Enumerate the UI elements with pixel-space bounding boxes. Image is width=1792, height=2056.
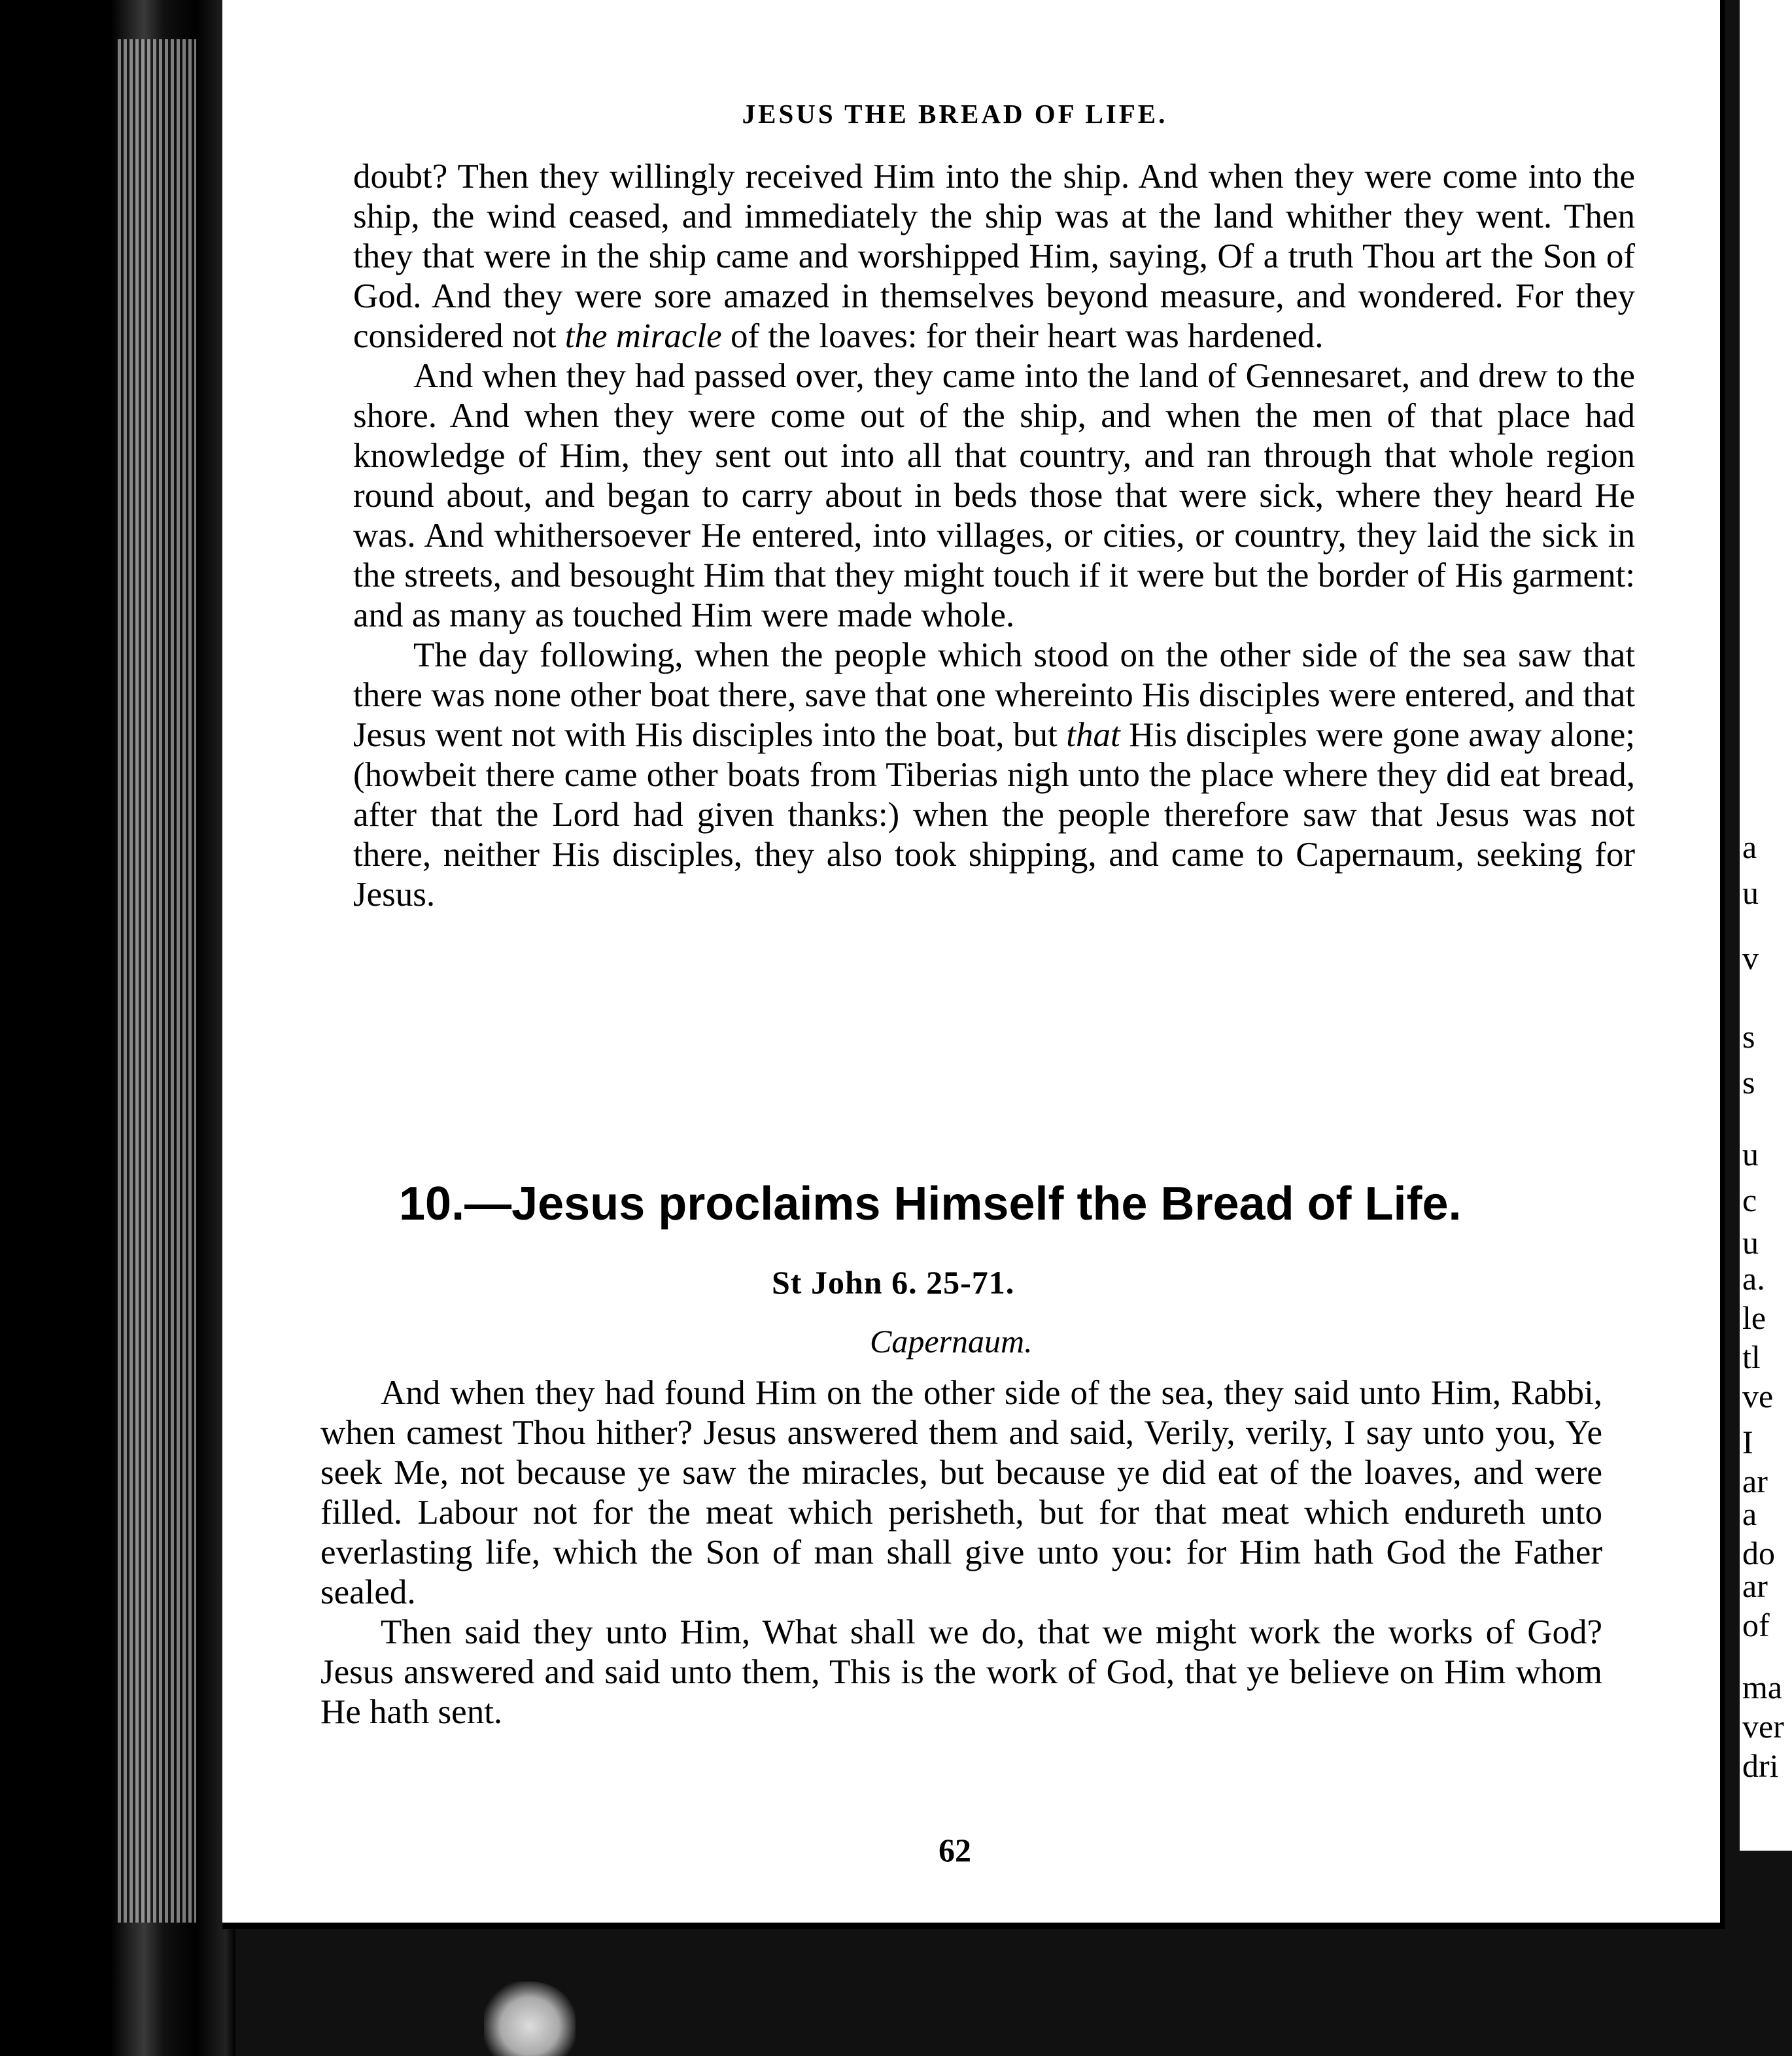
facing-page-fragment: u bbox=[1742, 1224, 1759, 1261]
body-text-bottom bbox=[320, 1373, 1602, 1732]
body-text-top bbox=[353, 157, 1635, 915]
text-run: Then said they unto Him, What shall we do, that we might work the works of God? Jesus answered and said unto them, This is the work of God, that ye believe on Him whom He hath sent. bbox=[320, 1613, 1602, 1731]
facing-page-fragment: of bbox=[1742, 1607, 1770, 1643]
facing-page-fragment: a bbox=[1742, 829, 1757, 865]
italic-phrase: that bbox=[1066, 716, 1120, 754]
paragraph bbox=[353, 636, 1635, 915]
paragraph bbox=[353, 356, 1635, 636]
running-head: JESUS THE BREAD OF LIFE. bbox=[742, 99, 1168, 129]
page-number: 62 bbox=[939, 1832, 971, 1868]
thumb-smudge bbox=[484, 1981, 576, 2056]
facing-page-fragment: dri bbox=[1742, 1747, 1779, 1784]
facing-page-fragment: v bbox=[1742, 940, 1759, 976]
facing-page-fragment: le bbox=[1742, 1299, 1766, 1336]
text-run: And when they had passed over, they came into the land of Gennesaret, and drew to the shore. And when they were come out of the ship, and when the men of that place had knowledge of Him, they sent out into all that country, and ran through that whole region round about, and began to carry about in beds those that were sick, where they heard He was. And whithersoever He entered, into villages, or cities, or country, they laid the sick in the streets, and besought Him that they might touch if it were but the border of His garment: and as many as touched Him were made whole. bbox=[353, 357, 1635, 634]
facing-page-fragment: I bbox=[1742, 1424, 1753, 1460]
paragraph bbox=[353, 157, 1635, 356]
italic-phrase: the miracle bbox=[564, 317, 722, 355]
facing-page-fragment: ver bbox=[1742, 1708, 1784, 1745]
facing-page-fragment: ve bbox=[1742, 1378, 1774, 1414]
facing-page-fragment: ma bbox=[1742, 1669, 1783, 1705]
paragraph bbox=[320, 1613, 1602, 1732]
facing-page-fragment: c bbox=[1742, 1182, 1757, 1218]
text-run: doubt? Then they willingly received Him into the ship. And when they were come into the ship, the wind ceased, and immediately the ship was at the land whither they went. Then they that were in the ship came and worshipped Him, saying, Of a truth Thou art the Son of God. And they were sore amazed in themselves beyond measure, and wondered. For they considered not bbox=[353, 158, 1635, 355]
text-run: The day following, when the people which stood on the other side of the sea saw that there was none other boat there, save that one whereinto His disciples were entered, and that Jesus went not with His disciples into the boat, but bbox=[353, 636, 1635, 754]
facing-page-fragment: a bbox=[1742, 1496, 1757, 1532]
text-run: of the loaves: for their heart was hardened. bbox=[721, 317, 1324, 355]
facing-page-fragment: u bbox=[1742, 874, 1759, 911]
place-name: Capernaum. bbox=[870, 1323, 1033, 1360]
text-run: And when they had found Him on the other side of the sea, they said unto Him, Rabbi, when camest Thou hither? Jesus answered them and said, Verily, verily, I say unto you, Ye seek Me, not because ye saw the miracles, but because ye did eat of the loaves, and were filled. Labour not for the meat which perisheth, but for that meat which endureth unto everlasting life, which the Son of man shall give unto you: for Him hath God the Father sealed. bbox=[320, 1374, 1602, 1611]
facing-page-fragment: ar bbox=[1742, 1568, 1768, 1604]
facing-page-fragment: do bbox=[1742, 1535, 1775, 1571]
facing-page-fragment: ar bbox=[1742, 1463, 1768, 1499]
paragraph bbox=[320, 1373, 1602, 1613]
facing-page-edge bbox=[1740, 0, 1792, 1851]
chapter-heading: 10.—Jesus proclaims Himself the Bread of Life. bbox=[399, 1178, 1462, 1230]
text-run: His disciples were gone away alone; (howbeit there came other boats from Tiberias nigh unto the place where they did eat bread, after that the Lord had given thanks:) when the people therefore saw that Jesus was not there, neither His disciples, they also took shipping, and came to Capernaum, seeking for Jesus. bbox=[353, 716, 1635, 914]
facing-page-fragment: s bbox=[1742, 1064, 1755, 1101]
facing-page-fragment: a. bbox=[1742, 1260, 1765, 1297]
scripture-reference: St John 6. 25-71. bbox=[772, 1264, 1015, 1301]
facing-page-fragment: s bbox=[1742, 1018, 1755, 1055]
page-edges bbox=[118, 39, 196, 1923]
facing-page-fragment: u bbox=[1742, 1136, 1759, 1173]
facing-page-fragment: tl bbox=[1742, 1339, 1761, 1375]
